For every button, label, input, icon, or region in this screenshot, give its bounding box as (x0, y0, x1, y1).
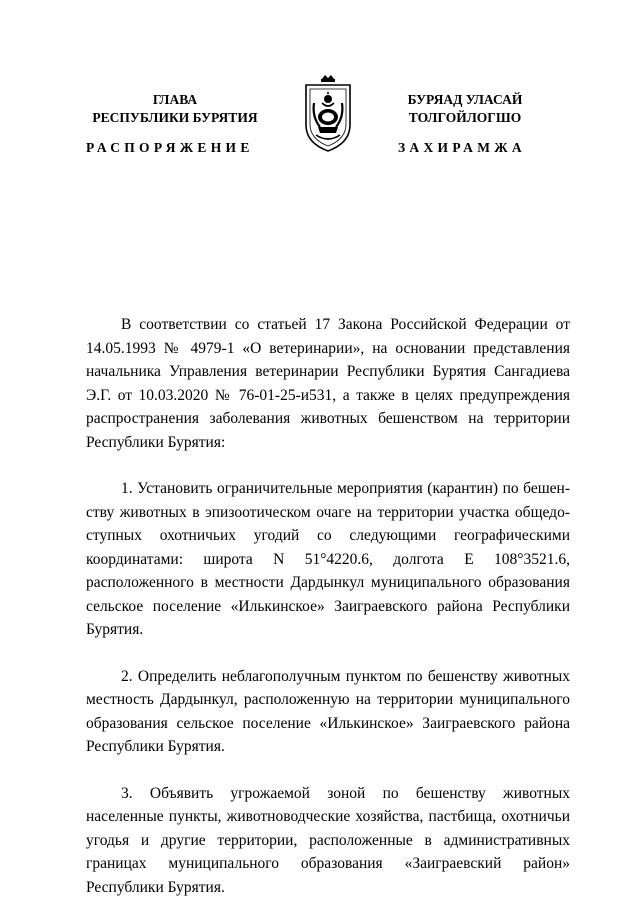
issuer-title-line2-buryat: ТОЛГОЙЛОГШО (408, 110, 522, 125)
issuer-title-line2: РЕСПУБЛИКИ БУРЯТИЯ (92, 110, 258, 125)
document-body (86, 313, 570, 922)
clause-3-paragraph: 3. Объявить угрожаемой зоной по бешенству животных населенные пункты, животноводческие хозяйства, пастбища, охотничьи угодья и другие территории, расположенные в административных границах муниципального образования «Заиграевский район» Республики Бурятия. (86, 784, 570, 896)
issuer-title-line1-buryat: БУРЯАД УЛАСАЙ (407, 92, 523, 107)
document-type-russian: РАСПОРЯЖЕНИЕ (86, 140, 254, 155)
clause-2-paragraph: 2. Определить неблагополучным пунктом по бешенству животных местность Дардынкул, расположенную на территории муниципального образования сельское поселение «Илькинское» Заиграевского района Республики Бурятия. (86, 667, 570, 755)
preamble-paragraph: В соответствии со статьей 17 Закона Российской Федерации от 14.05.1993 № 4979-1 «О ветеринарии», на основании представления начальника Управления ветеринарии Республики Бурятия Сангадиева Э.Г. от 10.03.2020 № 76-01-25-и531, а также в целях предупреждения распространения заболевания животных бешенством на территории Республики Бурятия: (86, 316, 570, 451)
clause-1-paragraph: 1. Установить ограничительные мероприятия (карантин) по бешенству животных в эпизоотическом очаге на территории участка общедоступных охотничьих угодий со следующими географическими координатами: широта N 51°4220.6, долгота E 108°3521.6, расположенного в местности Дардынкул муниципального образования сельское поселение «Илькинское» Заиграевского района Республики Бурятия. (86, 480, 570, 638)
issuer-title-russian (70, 91, 280, 127)
issuer-title-line1: ГЛАВА (152, 92, 198, 107)
issuer-title-buryat (360, 91, 570, 127)
document-type-buryat: ЗАХИРАМЖА (398, 140, 526, 155)
coat-of-arms-buryatia-icon (300, 73, 356, 155)
